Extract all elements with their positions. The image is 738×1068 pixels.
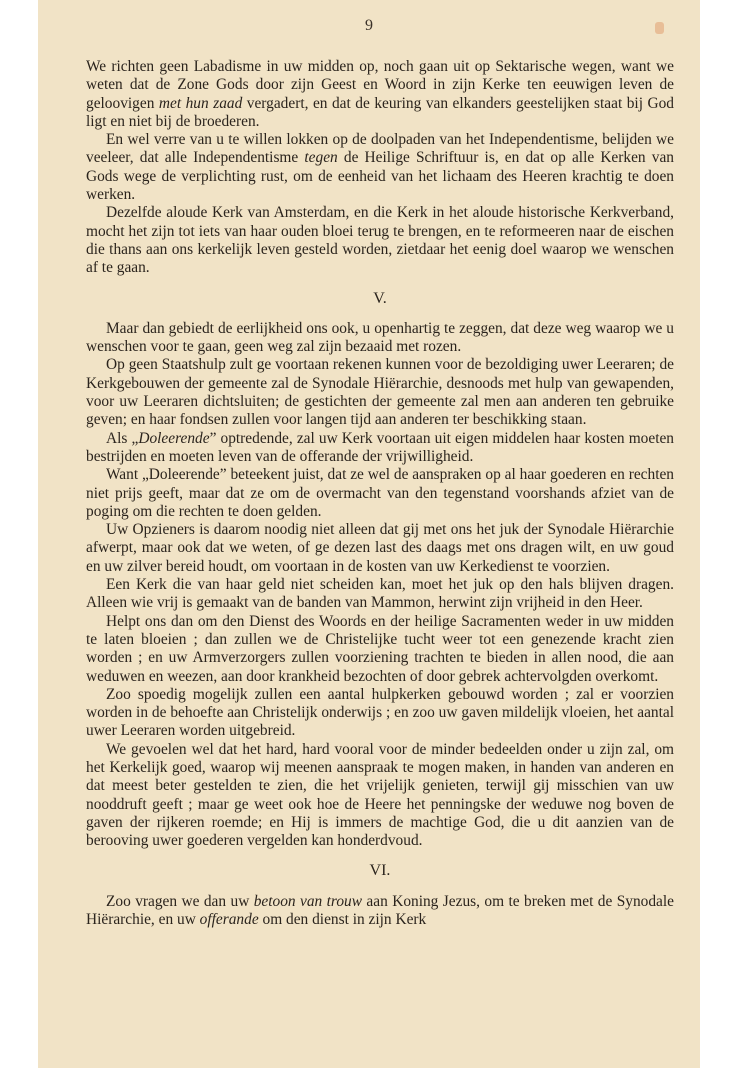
page-number: 9 — [365, 17, 373, 34]
text-run: aan Koning Jezus, om te breken met de Synodale Hiërarchie, en uw — [86, 892, 674, 929]
text-run: Helpt ons dan om den Dienst des Woords en der heilige Sacramenten weder in uw midden te laten bloeien ; dan zullen we de Christelijke tucht weer tot een genezende kracht zien worden ; en uw Armverzorgers zullen voorziening trachten te bieden in allen nood, die aan weduwen en weezen, aan door krankheid bezochten of door gebrek achtervolgden overkomt. — [86, 612, 674, 685]
text-run: Uw Opzieners is daarom noodig niet alleen dat gij met ons het juk der Synodale Hiërarchie afwerpt, maar ook dat we weten, of ge dezen last des daags met ons dragen wilt, en uw goud en uw zilver bereid houdt, om voortaan in de kosten van uw Kerkedienst te voorzien. — [86, 521, 674, 575]
paragraph — [86, 893, 674, 930]
text-run: Als „ — [106, 429, 139, 447]
text-run: de Heilige Schriftuur is, en dat op alle Kerken van Gods wege de verplichting rust, om de eenheid van het lichaam des Heeren krachtig te doen werken. — [86, 149, 674, 204]
paragraph — [86, 204, 674, 277]
italic-text: betoon van trouw — [253, 892, 363, 910]
italic-text: Doleerende — [138, 429, 210, 447]
paragraph — [86, 430, 674, 467]
text-run: Maar dan gebiedt de eerlijkheid ons ook, u openhartig te zeggen, dat deze weg waarop we u wenschen voor te gaan, geen weg zal zijn bezaaid met rozen. — [86, 319, 674, 356]
paragraph — [86, 521, 674, 576]
text-run: Zoo vragen we dan uw — [106, 892, 254, 910]
text-run: Dezelfde aloude Kerk van Amsterdam, en die Kerk in het aloude historische Kerkverband, mocht het zijn tot iets van haar ouden bloei terug te brengen, en te reformeeren naar de eischen die thans aan ons kerkelijk leven gesteld worden, zietdaar het eenig doel waarop we wenschen af te gaan. — [86, 204, 674, 277]
text-run: VI. — [369, 862, 391, 880]
paragraph — [86, 741, 674, 851]
italic-text: tegen — [304, 149, 338, 167]
paragraph — [86, 613, 674, 686]
section-heading — [86, 290, 674, 308]
italic-text: met hun zaad — [158, 94, 243, 112]
paragraph — [86, 131, 674, 204]
text-run: We gevoelen wel dat het hard, hard vooral voor de minder bedeelden onder u zijn zal, om het Kerkelijk goed, waarop wij meenen aanspraak te mogen maken, in handen van anderen en dat meest beter gestelden te zien, die het vrijelijk genieten, terwijl gij misschien van uw nooddruft geeft ; maar ge weet ook hoe de Heere het penningske der weduwe nog boven de gaven der rijkeren roemde; en Hij is immers de machtige God, die u dit aanzien van de berooving uwer goederen vergelden kan honderdvoud. — [86, 740, 674, 850]
text-run: We richten geen Labadisme in uw midden op, noch gaan uit op Sektarische wegen, want we weten dat de Zone Gods door zijn Geest en Woord in zijn Kerke ten eeuwigen leven de geloovigen — [86, 58, 674, 112]
paragraph — [86, 466, 674, 521]
paragraph — [86, 356, 674, 429]
text-run: Want „Doleerende” beteekent juist, dat ze wel de aanspraken op al haar goederen en rechten niet prijs geeft, maar dat ze om de overmacht van den tegenstand voorshands afziet van de poging om die rechten te doen gelden. — [86, 466, 674, 520]
text-run: Zoo spoedig mogelijk zullen een aantal hulpkerken gebouwd worden ; zal er voorzien worden in de behoefte aan Christelijk onderwijs ; en zoo uw gaven mildelijk vloeien, het aantal uwer Leeraren worden uitgebreid. — [86, 685, 674, 740]
text-run: En wel verre van u te willen lokken op de doolpaden van het Independentisme, belijden we veeleer, dat alle Independentisme — [86, 131, 674, 167]
text-run: Op geen Staatshulp zult ge voortaan rekenen kunnen voor de bezoldiging uwer Leeraren; de Kerkgebouwen der gemeente zal de Synodale Hiërarchie, desnoods met hulp van gewapenden, voor uw Leeraren dichtsluiten; de gestichten der gemeente zal men aan anderen ten gebruike geven; en haar fondsen zullen voor langen tijd aan anderen ter beschikking staan. — [86, 356, 674, 429]
text-run: V. — [373, 289, 387, 307]
paragraph — [86, 576, 674, 613]
paper-stain — [655, 22, 664, 34]
paragraph — [86, 58, 674, 131]
text-run: ” optredende, zal uw Kerk voortaan uit eigen middelen haar kosten moeten bestrijden en moeten leven van de offerande der vrijwilligheid. — [86, 429, 675, 465]
paragraph — [86, 320, 674, 357]
body-text — [86, 58, 674, 929]
text-run: vergadert, en dat de keuring van elkanders geestelijken staat bij God ligt en niet bij de broederen. — [86, 94, 674, 130]
section-heading — [86, 862, 674, 880]
book-page — [38, 0, 700, 1068]
text-run: Een Kerk die van haar geld niet scheiden kan, moet het juk op den hals blijven dragen. Alleen wie vrij is gemaakt van de banden van Mammon, herwint zijn vrijheid in den Heer. — [86, 576, 674, 612]
italic-text: offerande — [199, 911, 259, 929]
paragraph — [86, 686, 674, 741]
text-run: om den dienst in zijn Kerk — [258, 911, 427, 929]
